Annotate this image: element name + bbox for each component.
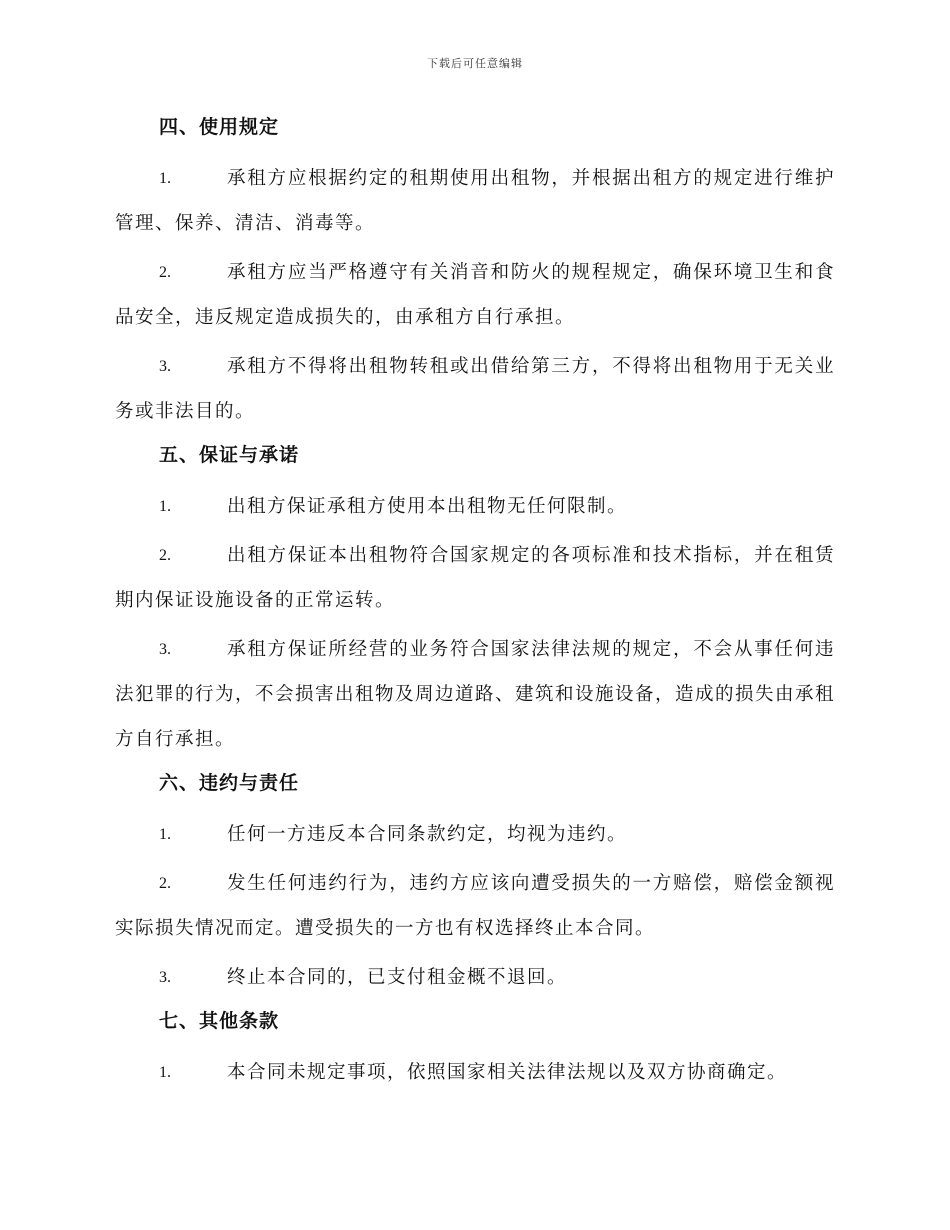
clause xyxy=(115,156,835,246)
clause-number: 2. xyxy=(159,264,171,281)
clause xyxy=(115,861,835,951)
clause-number: 1. xyxy=(159,1064,171,1081)
clause-text: 本合同未规定事项，依照国家相关法律法规以及双方协商确定。 xyxy=(227,1062,788,1083)
clause-text: 承租方保证所经营的业务符合国家法律法规的规定，不会从事任何违法犯罪的行为，不会损害出租物及周边道路、建筑和设施设备，造成的损失由承租方自行承担。 xyxy=(115,639,836,750)
clause-number: 1. xyxy=(159,170,171,187)
clause-text: 出租方保证承租方使用本出租物无任何限制。 xyxy=(227,496,628,517)
section-5 xyxy=(115,438,835,762)
clause xyxy=(115,484,835,529)
clause xyxy=(115,1050,835,1095)
section-title: 六、违约与责任 xyxy=(159,772,300,794)
section-title: 四、使用规定 xyxy=(159,116,280,138)
clause xyxy=(115,533,835,623)
clause-text: 出租方保证本出租物符合国家规定的各项标准和技术指标，并在租赁期内保证设施设备的正常运转。 xyxy=(115,545,835,611)
clause xyxy=(115,955,835,1000)
section-4 xyxy=(115,110,835,434)
clause-number: 2. xyxy=(159,547,171,564)
document-body xyxy=(115,110,835,1099)
clause-number: 3. xyxy=(159,641,171,658)
page-header: 下载后可任意编辑 xyxy=(427,57,523,70)
clause xyxy=(115,627,835,762)
clause-number: 3. xyxy=(159,969,171,986)
clause-number: 3. xyxy=(159,358,171,375)
clause-text: 终止本合同的，已支付租金概不退回。 xyxy=(227,967,568,988)
clause-text: 任何一方违反本合同条款约定，均视为违约。 xyxy=(227,824,628,845)
clause-number: 1. xyxy=(159,498,171,515)
section-7 xyxy=(115,1004,835,1095)
clause-text: 承租方应根据约定的租期使用出租物，并根据出租方的规定进行维护管理、保养、清洁、消毒等。 xyxy=(115,168,835,234)
section-title: 七、其他条款 xyxy=(159,1010,280,1032)
clause xyxy=(115,344,835,434)
section-6 xyxy=(115,766,835,1000)
clause-number: 1. xyxy=(159,826,171,843)
section-title: 五、保证与承诺 xyxy=(159,444,300,466)
clause-text: 承租方不得将出租物转租或出借给第三方，不得将出租物用于无关业务或非法目的。 xyxy=(115,356,835,422)
clause-text: 承租方应当严格遵守有关消音和防火的规程规定，确保环境卫生和食品安全，违反规定造成损失的，由承租方自行承担。 xyxy=(115,262,835,328)
clause xyxy=(115,250,835,340)
clause-text: 发生任何违约行为，违约方应该向遭受损失的一方赔偿，赔偿金额视实际损失情况而定。遭受损失的一方也有权选择终止本合同。 xyxy=(115,873,835,939)
clause xyxy=(115,812,835,857)
clause-number: 2. xyxy=(159,875,171,892)
